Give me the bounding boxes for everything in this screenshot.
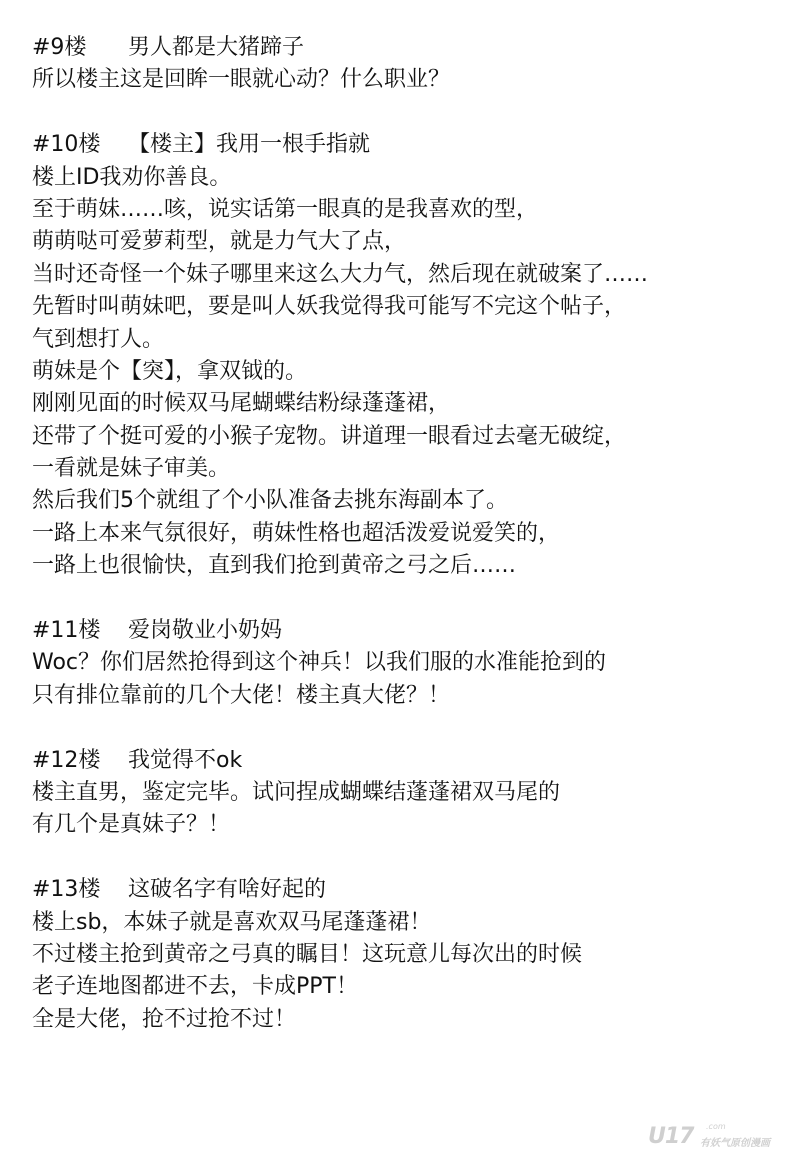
watermark-slogan: 有妖气原创漫画 — [700, 1138, 770, 1149]
post-author: 爱岗敬业小奶妈 — [128, 618, 283, 644]
post-header — [32, 615, 780, 647]
post-floor-13 — [32, 874, 780, 1036]
post-text-line: 一路上也很愉快，直到我们抢到黄帝之弓之后…… — [32, 553, 517, 579]
post-floor-10 — [32, 129, 780, 582]
post-text-line: 有几个是真妹子？！ — [32, 812, 231, 838]
post-text-line: 然后我们5个就组了个小队准备去挑东海副本了。 — [32, 488, 508, 514]
post-header — [32, 874, 780, 906]
post-text-line: 不过楼主抢到黄帝之弓真的瞩目！这玩意儿每次出的时候 — [32, 941, 583, 967]
post-text-line: 还带了个挺可爱的小猴子宠物。讲道理一眼看过去毫无破绽， — [32, 423, 627, 449]
forum-thread — [32, 32, 780, 1036]
floor-number: #12楼 — [32, 747, 101, 773]
post-text-line: 刚刚见面的时候双马尾蝴蝶结粉绿蓬蓬裙， — [32, 391, 451, 417]
post-text-line: 楼主直男，鉴定完毕。试问捏成蝴蝶结蓬蓬裙双马尾的 — [32, 779, 561, 805]
post-text-line: 至于萌妹……咳，说实话第一眼真的是我喜欢的型， — [32, 196, 539, 222]
post-text-line: 所以楼主这是回眸一眼就心动？什么职业？ — [32, 67, 451, 93]
post-text-line: 老子连地图都进不去，卡成PPT！ — [32, 974, 358, 1000]
post-text-line: 全是大佬，抢不过抢不过！ — [32, 1006, 297, 1032]
floor-number: #13楼 — [32, 877, 101, 903]
floor-number: #9楼 — [32, 35, 87, 60]
floor-number: #10楼 — [32, 132, 101, 158]
post-floor-11 — [32, 615, 780, 712]
post-author: 我觉得不ok — [128, 747, 243, 773]
post-text-line: 只有排位靠前的几个大佬！楼主真大佬？！ — [32, 682, 451, 708]
post-author: 【楼主】我用一根手指就 — [128, 132, 371, 158]
post-text-line: 气到想打人。 — [32, 326, 165, 352]
post-text-line: 萌妹是个【突】，拿双钺的。 — [32, 358, 308, 384]
post-author: 这破名字有啥好起的 — [128, 877, 327, 903]
post-text-line: 一路上本来气氛很好，萌妹性格也超活泼爱说爱笑的， — [32, 520, 561, 546]
post-floor-9 — [32, 32, 780, 97]
post-text-line: 当时还奇怪一个妹子哪里来这么大力气，然后现在就破案了…… — [32, 261, 649, 287]
post-text-line: 萌萌哒可爱萝莉型，就是力气大了点， — [32, 229, 407, 255]
watermark-domain: .com — [706, 1122, 726, 1131]
post-text-line: Woc？你们居然抢得到这个神兵！以我们服的水准能抢到的 — [32, 650, 607, 676]
post-text-line: 一看就是妹子审美。 — [32, 456, 231, 482]
post-text-line: 楼上sb，本妹子就是喜欢双马尾蓬蓬裙！ — [32, 909, 432, 935]
u17-watermark — [648, 1122, 788, 1152]
post-text-line: 楼上ID我劝你善良。 — [32, 164, 232, 190]
floor-number: #11楼 — [32, 618, 101, 644]
watermark-logo: U17 — [648, 1124, 694, 1149]
post-header — [32, 745, 780, 777]
post-floor-12 — [32, 745, 780, 842]
post-header — [32, 32, 780, 64]
post-author: 男人都是大猪蹄子 — [128, 35, 305, 60]
post-header — [32, 129, 780, 161]
post-text-line: 先暂时叫萌妹吧，要是叫人妖我觉得我可能写不完这个帖子， — [32, 294, 627, 320]
